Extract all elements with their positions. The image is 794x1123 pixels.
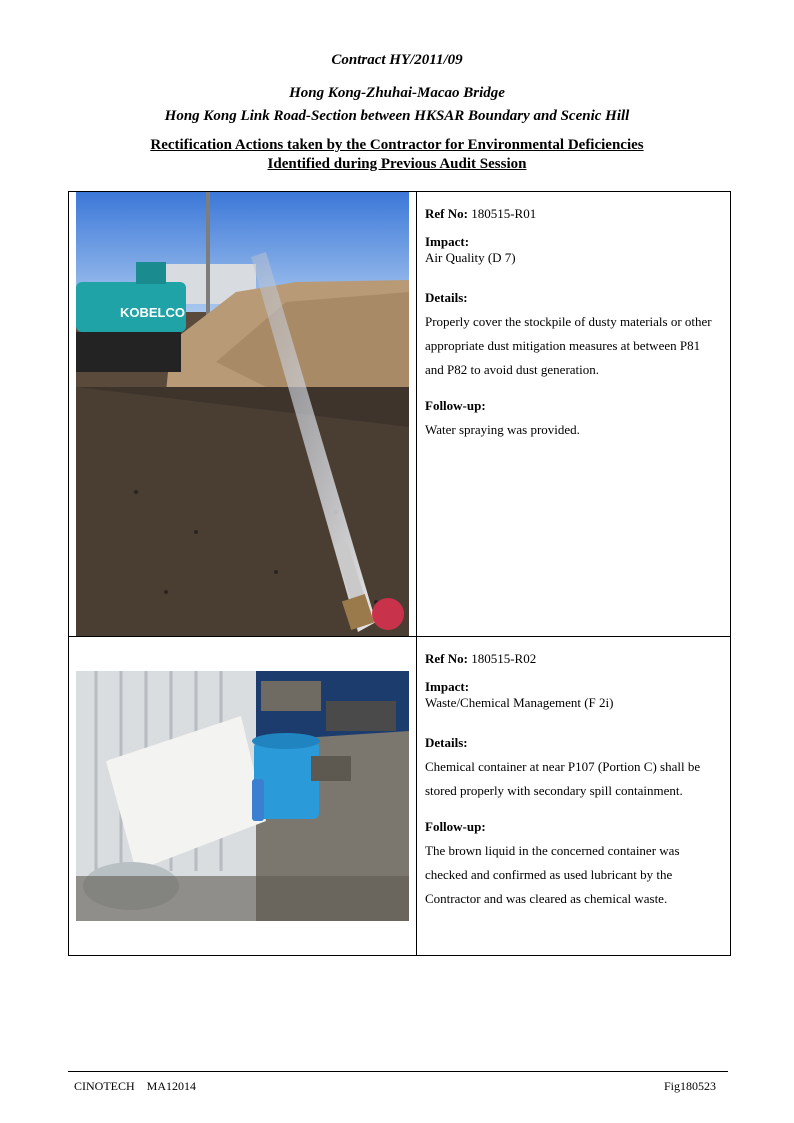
followup-label: Follow-up: [425, 819, 486, 834]
project-title-line2: Hong Kong Link Road-Section between HKSAR Boundary and Scenic Hill [164, 108, 630, 124]
impact-block [425, 679, 722, 711]
table-row [69, 637, 731, 956]
photo-cell [69, 637, 417, 956]
impact-label: Impact: [425, 234, 470, 249]
excavator-logo: KOBELCO [120, 305, 185, 320]
followup-text: The brown liquid in the concerned container was checked and confirmed as used lubricant by the Contractor and was cleared as chemical waste. [425, 843, 680, 906]
info-cell [417, 192, 731, 637]
water-spraying-photo [76, 192, 409, 636]
footer-figure-number: Fig180523 [663, 1079, 716, 1093]
impact-value: Air Quality (D 7) [425, 250, 516, 265]
impact-label: Impact: [425, 679, 470, 694]
ref-number: 180515-R01 [471, 206, 537, 221]
rectification-table [68, 191, 731, 956]
info-cell [417, 637, 731, 956]
ref-label: Ref No: [425, 651, 468, 666]
followup-text: Water spraying was provided. [425, 422, 580, 437]
details-text: Properly cover the stockpile of dusty materials or other appropriate dust mitigation measures at between P81 and P82 to avoid dust generation. [425, 314, 712, 377]
impact-value: Waste/Chemical Management (F 2i) [425, 695, 614, 710]
followup-label: Follow-up: [425, 398, 486, 413]
chemical-container-photo [76, 671, 409, 921]
ref-number: 180515-R02 [471, 651, 537, 666]
footer-company: CINOTECH MA12014 [74, 1079, 196, 1093]
footer-divider [68, 1071, 728, 1072]
table-row [69, 192, 731, 637]
contract-number: Contract HY/2011/09 [331, 52, 463, 68]
details-label: Details: [425, 290, 468, 305]
details-label: Details: [425, 735, 468, 750]
details-text: Chemical container at near P107 (Portion C) shall be stored properly with secondary spill containment. [425, 759, 701, 798]
ref-line [425, 647, 722, 671]
document-title-line2: Identified during Previous Audit Session [267, 156, 527, 172]
ref-line [425, 202, 722, 226]
photo-cell [69, 192, 417, 637]
impact-block [425, 234, 722, 266]
document-title-line1: Rectification Actions taken by the Contractor for Environmental Deficiencies [150, 137, 644, 153]
ref-label: Ref No: [425, 206, 468, 221]
project-title-line1: Hong Kong-Zhuhai-Macao Bridge [289, 85, 505, 101]
